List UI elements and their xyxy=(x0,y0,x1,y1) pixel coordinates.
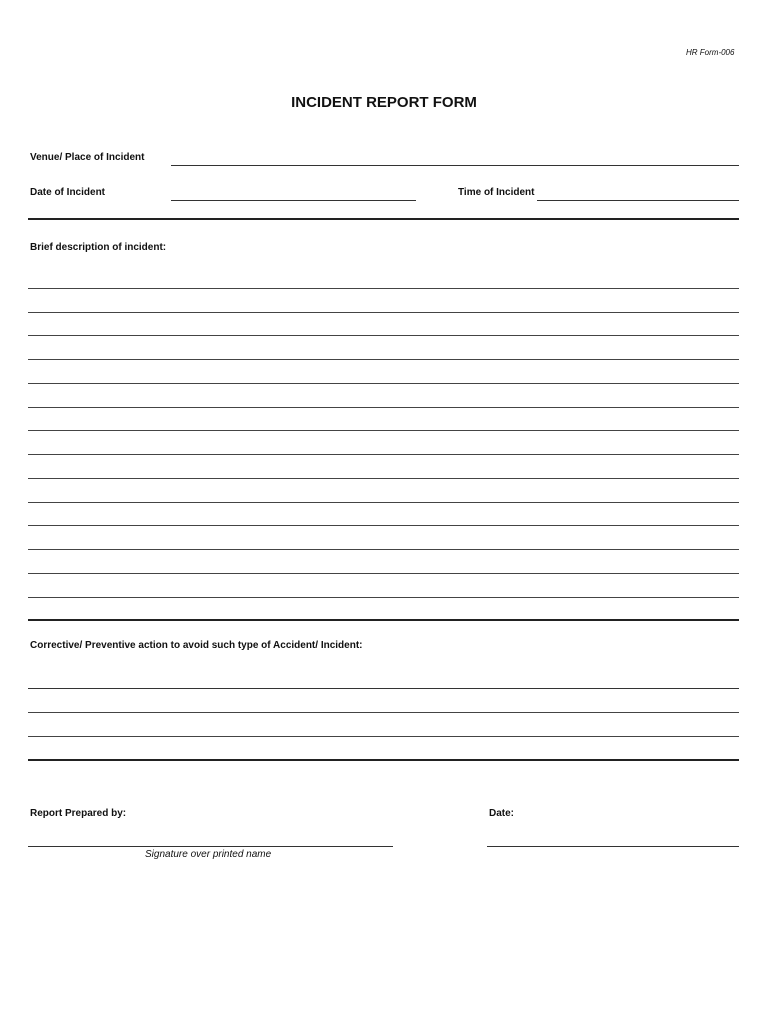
venue-field[interactable] xyxy=(171,165,739,166)
description-line[interactable] xyxy=(28,549,739,550)
description-line[interactable] xyxy=(28,502,739,503)
form-title: INCIDENT REPORT FORM xyxy=(291,94,477,111)
date-of-incident-label: Date of Incident xyxy=(30,187,106,198)
description-line[interactable] xyxy=(28,288,739,289)
description-line[interactable] xyxy=(28,597,739,598)
signature-field[interactable] xyxy=(28,846,393,847)
venue-label: Venue/ Place of Incident xyxy=(30,152,145,163)
description-line[interactable] xyxy=(28,430,739,431)
corrective-action-line[interactable] xyxy=(28,688,739,689)
date-of-incident-field[interactable] xyxy=(171,200,416,201)
section-divider xyxy=(28,759,739,761)
sign-date-field[interactable] xyxy=(487,846,739,847)
description-line[interactable] xyxy=(28,525,739,526)
description-line[interactable] xyxy=(28,335,739,336)
description-line[interactable] xyxy=(28,407,739,408)
report-prepared-by-label: Report Prepared by: xyxy=(30,808,127,819)
form-code: HR Form-006 xyxy=(686,48,735,57)
description-line[interactable] xyxy=(28,454,739,455)
description-label: Brief description of incident: xyxy=(30,242,167,253)
sign-date-label: Date: xyxy=(489,808,515,819)
section-divider xyxy=(28,619,739,621)
corrective-action-label: Corrective/ Preventive action to avoid such type of Accident/ Incident: xyxy=(30,640,363,651)
description-line[interactable] xyxy=(28,383,739,384)
description-line[interactable] xyxy=(28,478,739,479)
time-of-incident-field[interactable] xyxy=(537,200,739,201)
time-of-incident-label: Time of Incident xyxy=(458,187,535,198)
section-divider xyxy=(28,218,739,220)
signature-caption: Signature over printed name xyxy=(145,849,272,860)
description-line[interactable] xyxy=(28,573,739,574)
corrective-action-line[interactable] xyxy=(28,712,739,713)
corrective-action-line[interactable] xyxy=(28,736,739,737)
description-line[interactable] xyxy=(28,359,739,360)
description-line[interactable] xyxy=(28,312,739,313)
